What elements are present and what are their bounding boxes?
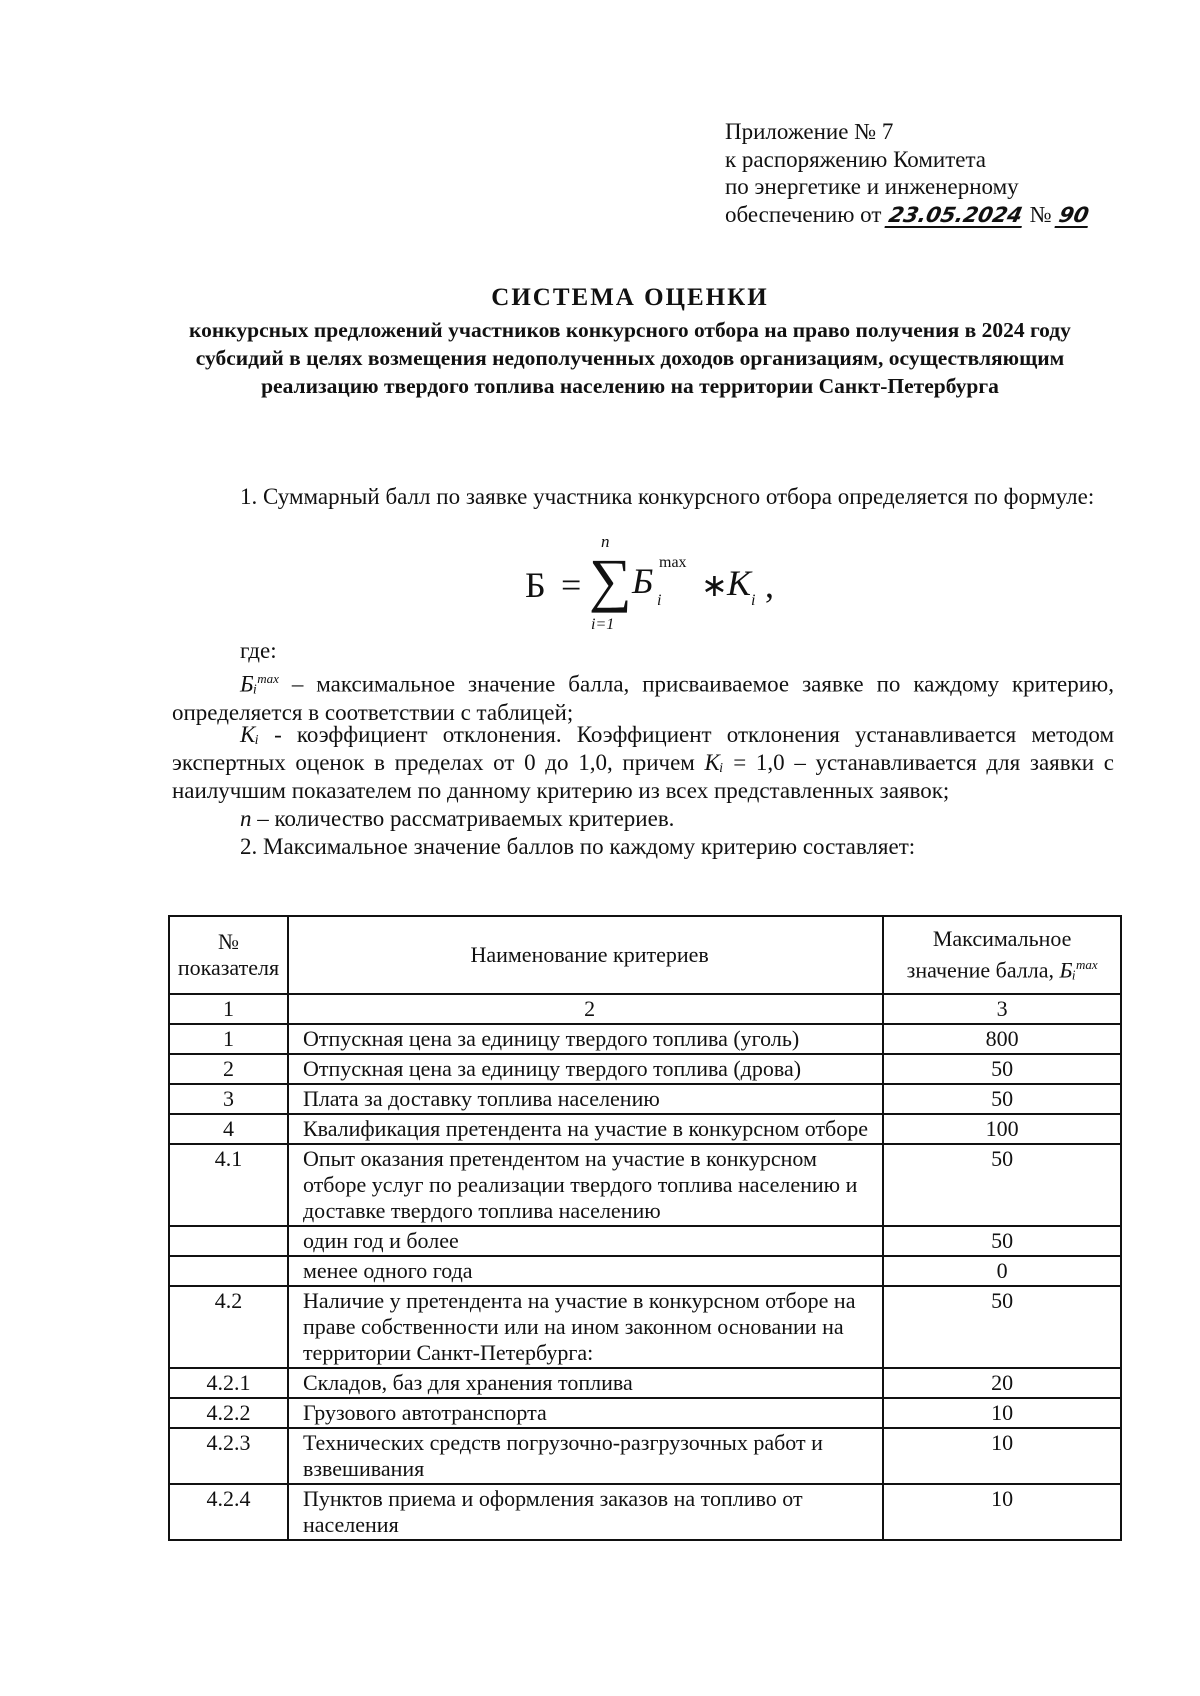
row-number: 4.2.1 [169, 1368, 288, 1398]
table-row [169, 1428, 1121, 1484]
row-score: 10 [883, 1428, 1121, 1484]
formula-k-subscript: i [751, 592, 756, 609]
formula-i-subscript: i [657, 592, 662, 609]
row-score: 50 [883, 1226, 1121, 1256]
row-score: 50 [883, 1286, 1121, 1368]
row-number: 4.2.2 [169, 1398, 288, 1428]
formula-lower-limit: i=1 [591, 616, 615, 633]
bmax-text: – максимальное значение балла, присваиваемое заявке по каждому критерию, определяется в соответствии с таблицей; [172, 671, 1114, 725]
n-symbol: n [240, 806, 252, 831]
formula-total-score: Б [525, 565, 546, 605]
row-criterion: один год и более [288, 1226, 883, 1256]
table-header-row [169, 916, 1121, 994]
row-number: 4.1 [169, 1144, 288, 1226]
ki-text-2: = 1,0 – устанавливается для заявки с наилучшим показателем по данному критерию из всех представленных заявок; [172, 750, 1115, 803]
row-criterion: Складов, баз для хранения топлива [288, 1368, 883, 1398]
row-score: 100 [883, 1114, 1121, 1144]
bmax-definition [172, 665, 1114, 727]
table-row [169, 1054, 1121, 1084]
row-criterion: Плата за доставку топлива населению [288, 1084, 883, 1114]
annex-line-2: к распоряжению Комитета [725, 146, 986, 172]
row-number: 3 [169, 1084, 288, 1114]
table-row [169, 1144, 1121, 1226]
formula-max-superscript: max [659, 554, 687, 571]
bmax-symbol: Бᵢ [240, 671, 258, 697]
annex-line-1: Приложение № 7 [725, 119, 894, 144]
row-number [169, 1226, 288, 1256]
row-criterion: Технических средств погрузочно-разгрузочных работ и взвешивания [288, 1428, 883, 1484]
formula-comma: , [765, 565, 774, 605]
number-label: № [1029, 201, 1052, 227]
annex-header [725, 118, 1091, 228]
handwritten-number: 90 [1055, 204, 1093, 228]
formula-equals: = [561, 565, 582, 605]
header-max-sup: max [1075, 957, 1098, 973]
row-criterion: Опыт оказания претендентом на участие в конкурсном отборе услуг по реализации твердого топлива населению и доставке твердого топлива населению [288, 1144, 883, 1226]
table-row [169, 1368, 1121, 1398]
score-formula [525, 532, 825, 638]
column-number-row [169, 994, 1121, 1024]
formula-coefficient: K [727, 563, 752, 603]
row-number: 2 [169, 1054, 288, 1084]
table-row [169, 1226, 1121, 1256]
table-row [169, 1114, 1121, 1144]
paragraph-1: 1. Суммарный балл по заявке участника конкурсного отбора определяется по формуле: [240, 484, 1095, 509]
row-score: 50 [883, 1054, 1121, 1084]
formula-max-score: Б [632, 561, 654, 601]
colnum-2: 2 [288, 994, 883, 1024]
row-criterion: Отпускная цена за единицу твердого топлива (уголь) [288, 1024, 883, 1054]
row-score: 10 [883, 1484, 1121, 1540]
formula-sum-sign: ∑ [589, 547, 632, 613]
header-max-score-text: Максимальное значение балла, [906, 926, 1072, 983]
annex-line-4 [725, 201, 1091, 229]
handwritten-date: 23.05.2024 [885, 204, 1027, 228]
ki-symbol-2: Kᵢ [704, 750, 724, 775]
row-criterion: Пунктов приема и оформления заказов на топливо от населения [288, 1484, 883, 1540]
document-title [170, 284, 1090, 400]
row-number: 4.2.4 [169, 1484, 288, 1540]
row-score: 50 [883, 1144, 1121, 1226]
header-max-symbol: Бᵢ [1059, 957, 1076, 983]
formula-upper-limit: n [601, 532, 610, 551]
row-criterion: Наличие у претендента на участие в конкурсном отборе на праве собственности или на ином законном основании на территории Санкт-Петербурга: [288, 1286, 883, 1368]
ki-text: - коэффициент отклонения. Коэффициент отклонения устанавливается методом экспертных оценок в пределах от 0 до 1,0, причем [172, 722, 1114, 775]
title-main: СИСТЕМА ОЦЕНКИ [491, 284, 769, 311]
row-score: 20 [883, 1368, 1121, 1398]
row-criterion: Отпускная цена за единицу твердого топлива (дрова) [288, 1054, 883, 1084]
row-criterion: Квалификация претендента на участие в конкурсном отборе [288, 1114, 883, 1144]
table-row [169, 1286, 1121, 1368]
table-row [169, 1398, 1121, 1428]
where-label: где: [240, 638, 277, 663]
row-number: 4 [169, 1114, 288, 1144]
table-row [169, 1024, 1121, 1054]
annex-line-4-prefix: обеспечению от [725, 201, 882, 227]
table-row [169, 1484, 1121, 1540]
n-text: – количество рассматриваемых критериев. [251, 806, 675, 831]
table-row [169, 1256, 1121, 1286]
title-subtitle: конкурсных предложений участников конкурсного отбора на право получения в 2024 году субсидий в целях возмещения недополученных доходов организациям, осуществляющим реализацию твердого топлива населению на территории Санкт-Петербурга [189, 318, 1071, 398]
row-number: 4.2.3 [169, 1428, 288, 1484]
row-number: 4.2 [169, 1286, 288, 1368]
row-score: 10 [883, 1398, 1121, 1428]
row-score: 0 [883, 1256, 1121, 1286]
n-definition [172, 805, 1114, 833]
header-max-score [883, 916, 1121, 994]
ki-symbol: Kᵢ [240, 722, 259, 747]
colnum-1: 1 [169, 994, 288, 1024]
criteria-table [168, 915, 1122, 1541]
formula-multiply: ∗ [701, 567, 728, 603]
header-number: № показателя [169, 916, 288, 994]
paragraph-2: 2. Максимальное значение баллов по каждому критерию составляет: [240, 834, 916, 859]
bmax-sup: max [257, 671, 279, 686]
row-criterion: менее одного года [288, 1256, 883, 1286]
row-score: 50 [883, 1084, 1121, 1114]
table-row [169, 1084, 1121, 1114]
header-criteria-name: Наименование критериев [288, 916, 883, 994]
annex-line-3: по энергетике и инженерному [725, 174, 1019, 199]
row-number: 1 [169, 1024, 288, 1054]
row-number [169, 1256, 288, 1286]
row-criterion: Грузового автотранспорта [288, 1398, 883, 1428]
row-score: 800 [883, 1024, 1121, 1054]
colnum-3: 3 [883, 994, 1121, 1024]
ki-definition [172, 721, 1114, 805]
